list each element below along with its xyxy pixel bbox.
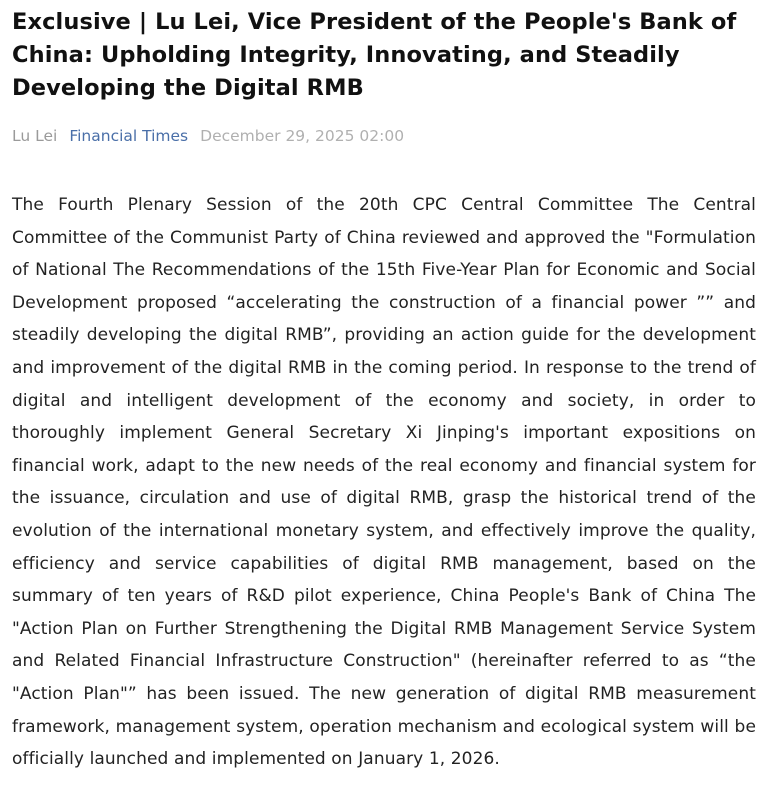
publish-date: December 29, 2025 02:00 <box>200 127 405 145</box>
article-meta <box>12 125 756 147</box>
author-name: Lu Lei <box>12 127 58 145</box>
article-title: Exclusive | Lu Lei, Vice President of the People's Bank of China: Upholding Integrity, Innovating, and Steadily Developing the Digital RMB <box>12 9 737 101</box>
article-body: The Fourth Plenary Session of the 20th CPC Central Committee The Central Committee of the Communist Party of China reviewed and approved the "Formulation of National The Recommendations of the 15th Five-Year Plan for Economic and Social Development proposed “accelerating the construction of a financial power ”” and steadily developing the digital RMB”, providing an action guide for the development and improvement of the digital RMB in the coming period. In response to the trend of digital and intelligent development of the economy and society, in order to thoroughly implement General Secretary Xi Jinping's important expositions on financial work, adapt to the new needs of the real economy and financial system for the issuance, circulation and use of digital RMB, grasp the historical trend of the evolution of the international monetary system, and effectively improve the quality, efficiency and service capabilities of digital RMB management, based on the summary of ten years of R&D pilot experience, China People's Bank of China The "Action Plan on Further Strengthening the Digital RMB Management Service System and Related Financial Infrastructure Construction" (hereinafter referred to as “the "Action Plan"” has been issued. The new generation of digital RMB measurement framework, management system, operation mechanism and ecological system will be officially launched and implemented on January 1, 2026. <box>12 195 756 770</box>
source-link[interactable]: Financial Times <box>69 127 189 145</box>
